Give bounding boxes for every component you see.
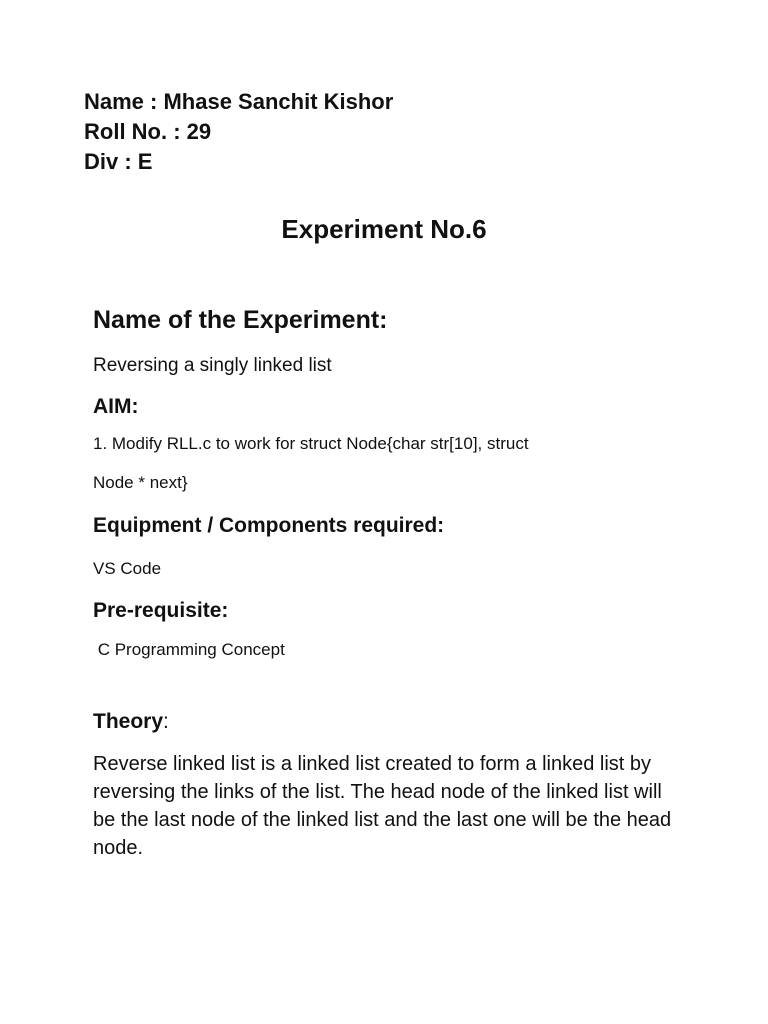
theory-heading — [93, 710, 169, 734]
theory-paragraph: Reverse linked list is a linked list created to form a linked list by reversing the links of the list. The head node of the linked list will be the last node of the linked list and the last one will be the head node. — [93, 753, 672, 859]
student-name: Name : Mhase Sanchit Kishor — [84, 89, 394, 114]
aim-line-1: 1. Modify RLL.c to work for struct Node{char str[10], struct — [93, 434, 529, 453]
experiment-title: Experiment No.6 — [281, 214, 487, 244]
prerequisite-text: C Programming Concept — [93, 640, 285, 659]
aim-line-2: Node * next} — [93, 473, 188, 492]
experiment-name-text: Reversing a singly linked list — [93, 355, 332, 376]
experiment-name-heading: Name of the Experiment: — [93, 306, 388, 334]
theory-heading-label: Theory — [93, 710, 164, 733]
roll-number: Roll No. : 29 — [84, 119, 212, 144]
theory-heading-colon: : — [163, 710, 169, 733]
prerequisite-heading: Pre-requisite: — [93, 599, 229, 622]
equipment-text: VS Code — [93, 559, 162, 578]
equipment-heading: Equipment / Components required: — [93, 514, 445, 537]
division: Div : E — [84, 149, 153, 174]
aim-heading: AIM: — [93, 395, 139, 418]
